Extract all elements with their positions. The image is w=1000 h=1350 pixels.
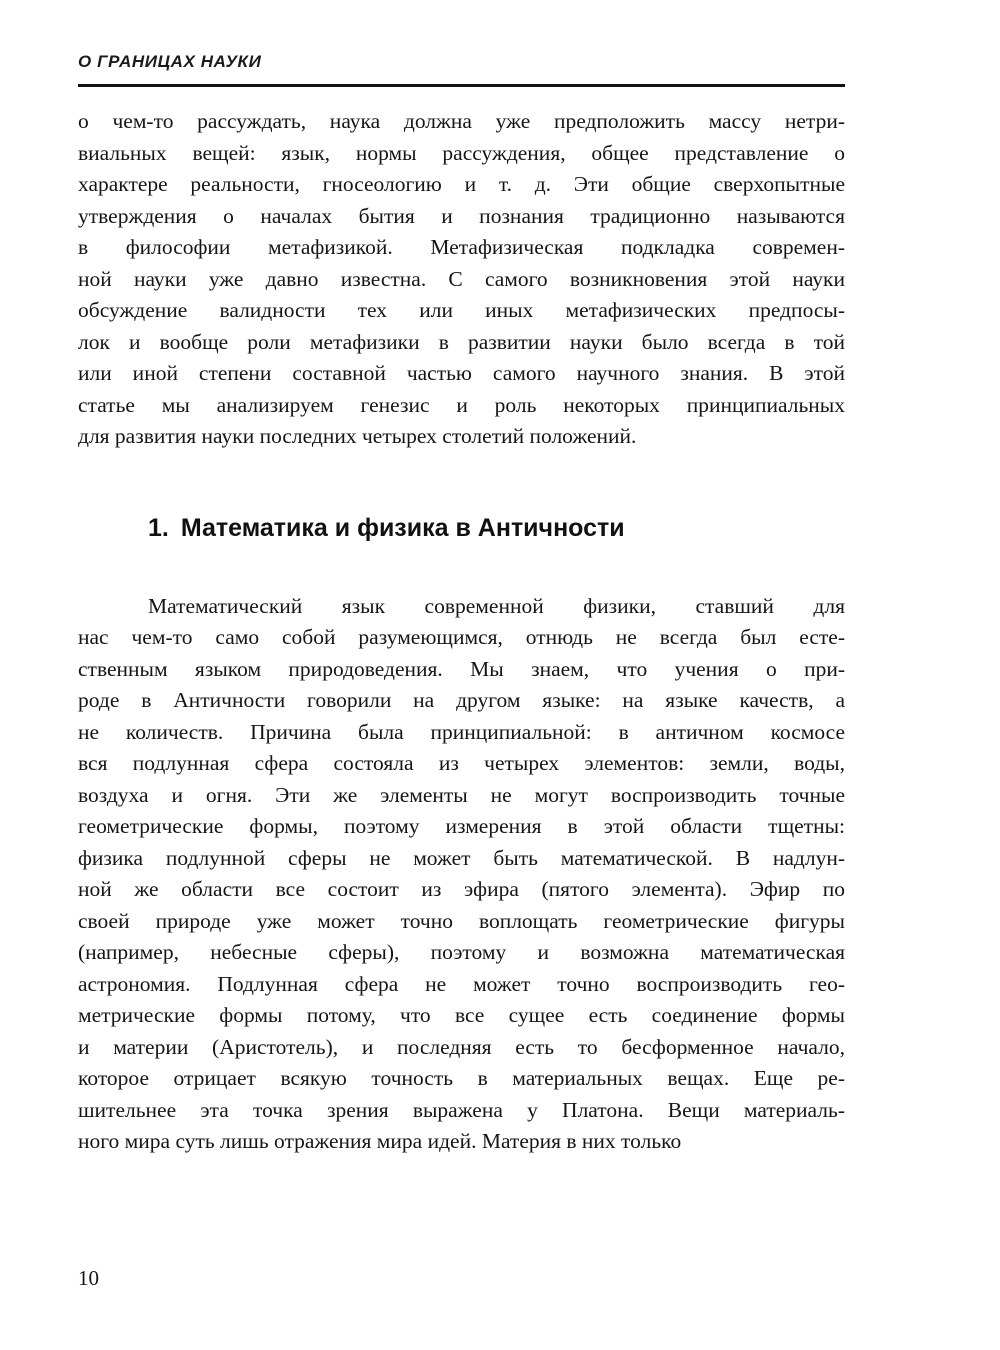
text-line: не количеств. Причина была принципиальной: в античном космосе: [78, 719, 845, 744]
text-line: виальных вещей: язык, нормы рассуждения, общее представление о: [78, 140, 845, 165]
text-line: о чем-то рассуждать, наука должна уже предположить массу нетри-: [78, 109, 845, 133]
text-line: геометрические формы, поэтому измерения в этой области тщетны:: [78, 814, 845, 838]
text-line: статье мы анализируем генезис и роль некоторых принципиальных: [78, 392, 845, 417]
header-rule: [78, 84, 845, 87]
text-line: ного мира суть лишь отражения мира идей. Материя в них только: [78, 1129, 682, 1153]
text-line: ственным языком природоведения. Мы знаем, что учения о при-: [78, 656, 845, 681]
page-number: 10: [78, 1266, 99, 1290]
text-line: характере реальности, гносеологию и т. д. Эти общие сверхопытные: [78, 172, 845, 196]
text-line: астрономия. Подлунная сфера не может точно воспроизводить гео-: [78, 971, 845, 996]
text-line: и материи (Аристотель), и последняя есть то бесформенное начало,: [78, 1034, 845, 1059]
text-line: или иной степени составной частью самого научного знания. В этой: [78, 361, 845, 385]
text-line: в философии метафизикой. Метафизическая подкладка современ-: [78, 235, 845, 259]
text-line: метрические формы потому, что все сущее есть соединение формы: [78, 1003, 845, 1027]
running-header: О ГРАНИЦАХ НАУКИ: [78, 52, 262, 71]
text-line: физика подлунной сферы не может быть математической. В надлун-: [78, 845, 845, 870]
paragraph-intro: [78, 106, 845, 453]
text-line: ной же области все состоит из эфира (пятого элемента). Эфир по: [78, 877, 845, 901]
text-line: утверждения о началах бытия и познания традиционно называются: [78, 203, 845, 228]
text-line: шительнее эта точка зрения выражена у Платона. Вещи материаль-: [78, 1097, 845, 1122]
text-line: для развития науки последних четырех столетий положений.: [78, 424, 637, 448]
text-line: обсуждение валидности тех или иных метафизических предпосы-: [78, 298, 845, 322]
section-title: Математика и физика в Античности: [180, 513, 625, 542]
text-line: Математический язык современной физики, ставший для: [148, 593, 845, 618]
text-line: воздуха и огня. Эти же элементы не могут воспроизводить точные: [78, 782, 845, 807]
paragraph-body: [78, 591, 845, 1158]
text-line: ной науки уже давно известна. С самого возникновения этой науки: [78, 266, 845, 291]
text-line: лок и вообще роли метафизики в развитии науки было всегда в той: [78, 329, 845, 354]
text-line: которое отрицает всякую точность в материальных вещах. Еще ре-: [78, 1066, 845, 1090]
section-number: 1.: [148, 513, 169, 542]
text-line: вся подлунная сфера состояла из четырех элементов: земли, воды,: [78, 751, 845, 775]
text-line: (например, небесные сферы), поэтому и возможна математическая: [78, 940, 845, 964]
text-line: своей природе уже может точно воплощать геометрические фигуры: [78, 908, 845, 933]
section-heading: [148, 511, 845, 545]
text-line: нас чем-то само собой разумеющимся, отнюдь не всегда был есте-: [78, 625, 845, 649]
text-line: роде в Античности говорили на другом языке: на языке качеств, а: [78, 688, 845, 712]
